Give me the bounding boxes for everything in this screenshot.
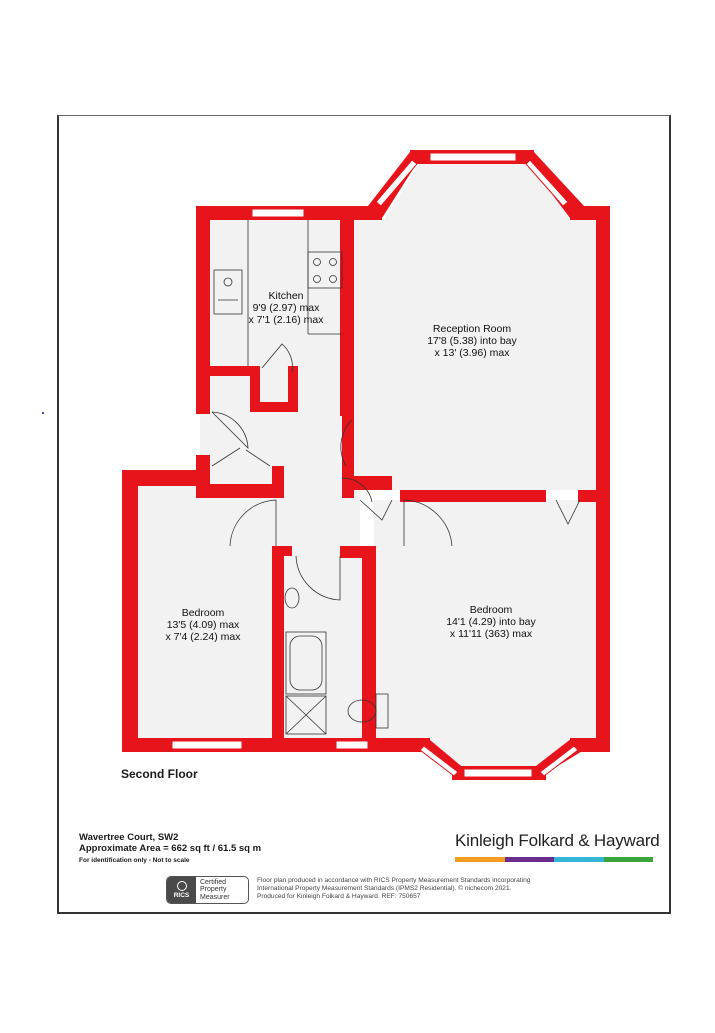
wall-reception-bottom-3 (578, 490, 600, 502)
room-label-kitchen (234, 290, 338, 326)
address-line: Wavertree Court, SW2 (79, 832, 179, 843)
rics-badge (166, 876, 249, 904)
room-dim: x 13' (3.96) max (434, 347, 510, 359)
disclaimer-line: Produced for Kinleigh Folkard & Hayward. REF: 750657 (257, 893, 421, 901)
room-name: Bedroom (469, 604, 513, 616)
brand-color-purple (505, 857, 555, 862)
rics-line: Property (200, 886, 227, 894)
rics-line: Certified (200, 878, 227, 886)
wall-bedroom-left-right (272, 546, 284, 752)
wall-hall-cupboard-r (272, 466, 284, 498)
brand-color-orange (455, 857, 505, 862)
room-label-bedroom-left (150, 607, 256, 643)
window-bay2-bottom (464, 769, 532, 777)
disclaimer-line: International Property Measurement Standards (IPMS2 Residential). © nichecom 2021. (257, 885, 512, 893)
window-kitchen (252, 209, 304, 217)
wall-bath-right (362, 546, 376, 752)
room-dim: 17'8 (5.38) into bay (427, 335, 517, 347)
brand-color-bar (455, 857, 653, 862)
room-dim: 9'9 (2.97) max (252, 302, 320, 314)
wall-kitchen-left (196, 206, 210, 414)
window-bay-top (430, 153, 516, 161)
wall-reception-bottom (352, 476, 392, 490)
scale-note: For identification only - Not to scale (79, 857, 190, 864)
bathroom-floor (284, 555, 366, 739)
disclaimer-line: Floor plan produced in accordance with RICS Property Measurement Standards incorporating (257, 877, 531, 884)
rics-text (196, 879, 230, 902)
wall-hall-cupboard-b (196, 484, 284, 498)
brand-color-green (604, 857, 654, 862)
room-dim: 14'1 (4.29) into bay (446, 616, 536, 628)
brand-name: Kinleigh Folkard & Hayward (455, 831, 660, 850)
disclaimer (257, 877, 577, 902)
room-dim: x 11'11 (363) max (449, 628, 533, 640)
address-block (79, 832, 261, 866)
area-line: Approximate Area = 662 sq ft / 61.5 sq m (79, 843, 262, 854)
room-dim: x 7'1 (2.16) max (248, 314, 324, 326)
wall-hall-right (342, 416, 354, 498)
wall-reception-bottom-2 (400, 490, 546, 502)
wall-bath-top (272, 546, 292, 556)
brand-color-blue (554, 857, 604, 862)
room-name: Reception Room (432, 323, 512, 335)
wall-kitchen-right (340, 206, 354, 416)
room-dim: 13'5 (4.09) max (166, 619, 240, 631)
window-bathroom (336, 741, 368, 749)
window-bedroom-left (172, 741, 242, 749)
room-name: Kitchen (268, 290, 304, 302)
rics-logo-text: RICS (173, 892, 190, 899)
room-label-reception (410, 323, 534, 359)
rics-logo (167, 877, 196, 903)
room-name: Bedroom (181, 607, 225, 619)
rics-line: Measurer (200, 893, 230, 901)
wall-cupboard-right (288, 366, 298, 412)
globe-icon (177, 881, 187, 891)
wall-cupboard-top (210, 366, 250, 376)
room-label-bedroom-right (430, 604, 552, 640)
wall-bedroom-left-outer (122, 470, 138, 752)
floor-label: Second Floor (121, 767, 198, 781)
room-dim: x 7'4 (2.24) max (165, 631, 241, 643)
wall-right-outer (596, 206, 610, 752)
